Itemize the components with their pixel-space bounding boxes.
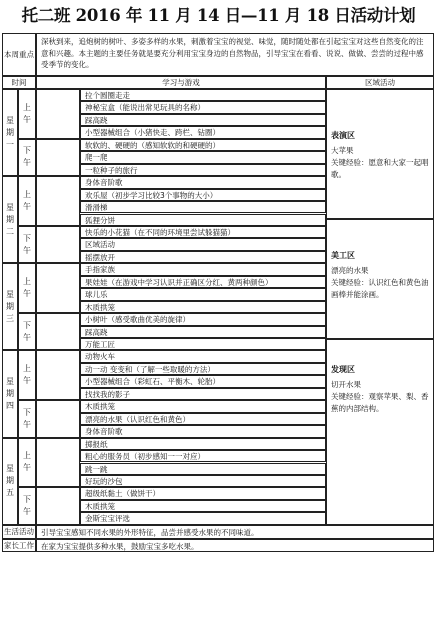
activity-item: 手指家族 <box>80 263 326 275</box>
activity-item: 小树叶（感受歌曲优美的旋律） <box>80 313 326 325</box>
am-text: 上午 <box>23 364 31 386</box>
activity-item: 一粒种子的旅行 <box>80 164 326 176</box>
activity-item: 拉个圆圈走走 <box>80 89 326 101</box>
spacer-cell <box>36 350 80 400</box>
pm-text: 下午 <box>23 320 31 342</box>
am-label <box>18 438 36 488</box>
area-title: 发现区 <box>331 365 355 374</box>
life-label: 生活活动 <box>2 525 36 539</box>
am-label <box>18 89 36 139</box>
pm-label <box>18 226 36 263</box>
activity-item: 动物火车 <box>80 350 326 362</box>
area-block <box>326 89 434 219</box>
activity-item: 欢乐屋（初步学习比较3个事物的大小） <box>80 189 326 201</box>
activity-item: 粗心的服务员（初步感知一一对应） <box>80 450 326 462</box>
pm-label <box>18 139 36 176</box>
spacer-cell <box>36 313 80 350</box>
activity-item: 果娃娃（在游戏中学习认识并正确区分红、黄两种颜色） <box>80 276 326 288</box>
activity-item: 区域活动 <box>80 238 326 250</box>
activity-item: 踩高跷 <box>80 114 326 126</box>
activity-item: 爬一爬 <box>80 151 326 163</box>
am-label <box>18 176 36 226</box>
area-activity: 漂亮的水果 <box>331 266 369 275</box>
day-label <box>2 89 18 176</box>
activity-item: 找找我的影子 <box>80 388 326 400</box>
area-activity: 大苹果 <box>331 146 354 155</box>
activity-item: 万能工匠 <box>80 338 326 350</box>
spacer-cell <box>36 176 80 226</box>
day-name: 星期五 <box>6 464 14 498</box>
pm-label <box>18 487 36 524</box>
activity-item: 滑滑梯 <box>80 201 326 213</box>
activity-item: 超级纸黏土（做饼干） <box>80 487 326 499</box>
area-key-experience: 关键经验：认识红色和黄色油画棒并能涂画。 <box>331 278 429 299</box>
spacer-cell <box>36 487 80 524</box>
activity-item: 踩高跷 <box>80 326 326 338</box>
header-time: 时间 <box>2 76 36 89</box>
activity-item: 金斯宝宝评选 <box>80 512 326 524</box>
activity-item: 狐狸分饼 <box>80 214 326 226</box>
activity-item: 木质拱笼 <box>80 500 326 512</box>
activity-item: 动一动 变变和（了解一些取暖的方法） <box>80 363 326 375</box>
pm-text: 下午 <box>23 146 31 168</box>
pm-label <box>18 313 36 350</box>
goal-text: 深秋到来，追炮树的树叶、多姿多样的水果，刺激着宝宝的视觉、味觉，随时随处都在引起宝宝对这些自然变化的注意和兴趣。本主题的主要任务就是要充分利用宝宝身边的自然物品，引导宝宝在看看、说说、做做、尝尝的过程中感受季节的变化。 <box>36 33 434 76</box>
spacer-cell <box>36 263 80 313</box>
spacer-cell <box>36 400 80 437</box>
header-activity: 学习与游戏 <box>36 76 326 89</box>
spacer-cell <box>36 139 80 176</box>
pm-text: 下午 <box>23 233 31 255</box>
day-name: 星期二 <box>6 202 14 236</box>
day-name: 星期一 <box>6 115 14 149</box>
spacer-cell <box>36 226 80 263</box>
page-title: 托二班 2016 年 11 月 14 日—11 月 18 日活动计划 <box>21 6 416 25</box>
day-name: 星期四 <box>6 377 14 410</box>
pm-label <box>18 400 36 437</box>
am-text: 上午 <box>23 190 31 212</box>
area-title: 表演区 <box>331 131 355 140</box>
activity-item: 掷报纸 <box>80 438 326 450</box>
life-text: 引导宝宝感知不同水果的外形特征，品尝并感受水果的不同味道。 <box>36 525 434 539</box>
day-label <box>2 263 18 350</box>
spacer-cell <box>36 89 80 139</box>
header-area: 区域活动 <box>326 76 434 89</box>
am-label <box>18 350 36 400</box>
area-block <box>326 219 434 339</box>
am-label <box>18 263 36 313</box>
activity-item: 跳一跳 <box>80 463 326 475</box>
activity-item: 好玩的沙包 <box>80 475 326 487</box>
activity-item: 小型器械组合（小猪快走、跨栏、钻圈） <box>80 126 326 138</box>
activity-item: 木质拱笼 <box>80 400 326 412</box>
activity-item: 木质拱笼 <box>80 301 326 313</box>
am-text: 上午 <box>23 451 31 473</box>
pm-text: 下午 <box>23 407 31 429</box>
area-title: 美工区 <box>331 251 355 260</box>
activity-item: 身体音阶歌 <box>80 425 326 437</box>
day-label <box>2 350 18 437</box>
am-text: 上午 <box>23 102 31 124</box>
home-text: 在家为宝宝提供多种水果，鼓励宝宝多吃水果。 <box>36 539 434 552</box>
spacer-cell <box>36 438 80 488</box>
goal-label: 本周重点 <box>2 33 36 76</box>
area-key-experience: 关键经验：愿意和大家一起唱歌。 <box>331 158 429 179</box>
day-label <box>2 438 18 525</box>
activity-item: 身体音阶歌 <box>80 176 326 188</box>
am-text: 上午 <box>23 277 31 299</box>
day-label <box>2 176 18 263</box>
activity-item: 漂亮的水果（认识红色和黄色） <box>80 413 326 425</box>
activity-item: 快乐的小花猫（在不同的环境里尝试躲猫猫） <box>80 226 326 238</box>
area-key-experience: 关键经验：观察苹果、梨、香蕉的内部结构。 <box>331 392 429 413</box>
day-name: 星期三 <box>6 289 14 323</box>
area-block <box>326 339 434 525</box>
activity-item: 小型器械组合（彩虹石、平衡木、轮胎） <box>80 375 326 387</box>
home-label: 家长工作 <box>2 539 36 552</box>
pm-text: 下午 <box>23 495 31 517</box>
activity-item: 球儿乐 <box>80 288 326 300</box>
activity-item: 摇摆放开 <box>80 251 326 263</box>
activity-item: 神秘宝盒（能说出常见玩具的名称） <box>80 101 326 113</box>
area-activity: 切开水果 <box>331 380 361 389</box>
activity-item: 软软的、硬硬的（感知软软的和硬硬的） <box>80 139 326 151</box>
